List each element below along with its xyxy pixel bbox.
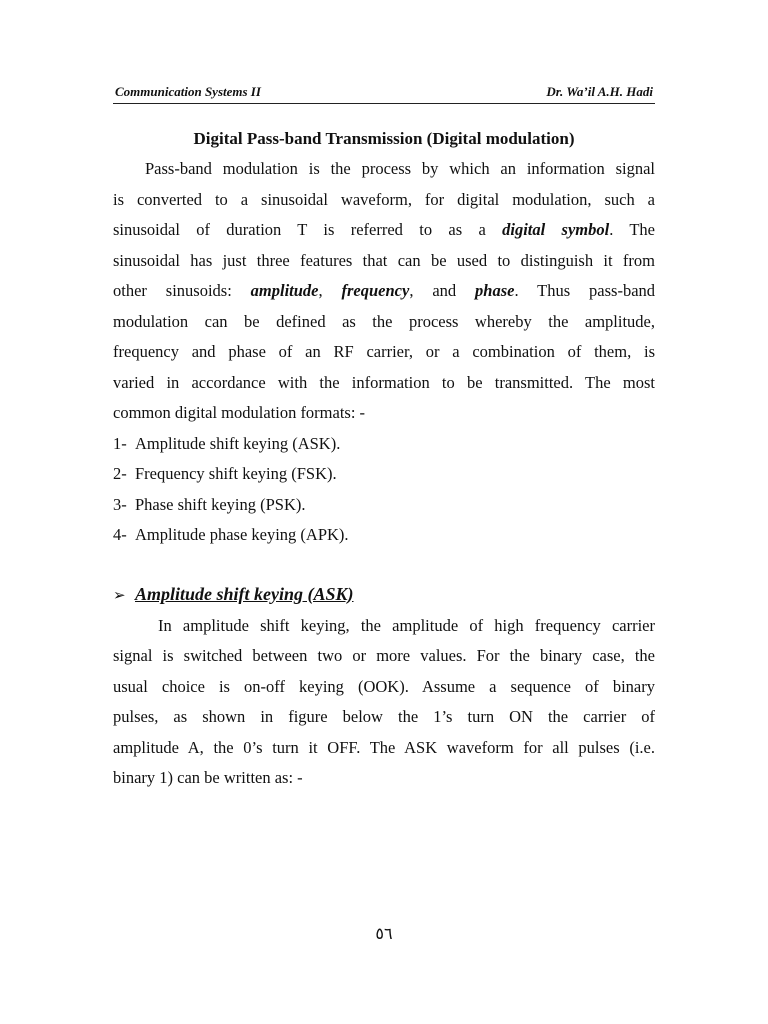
list-text: Phase shift keying (PSK). — [135, 494, 306, 514]
paragraph-line: amplitude A, the 0’s turn it OFF. The ASK waveform for all pulses (i.e. — [113, 737, 655, 757]
page-body — [113, 124, 655, 794]
list-number: 3- — [113, 494, 127, 514]
list-number: 4- — [113, 525, 127, 544]
text-run: sinusoidal of duration T is referred to as a — [113, 220, 503, 239]
paragraph-line: binary 1) can be written as: - — [113, 768, 303, 787]
running-header — [113, 84, 655, 102]
paragraph-line: In amplitude shift keying, the amplitude of high frequency carrier — [158, 615, 655, 635]
text-run: , and — [409, 281, 476, 300]
section-heading-text: Amplitude shift keying (ASK) — [135, 583, 354, 604]
section-heading — [113, 577, 655, 611]
text-run: . Thus pass-band — [514, 281, 656, 300]
intro-paragraph — [113, 154, 655, 429]
ask-paragraph — [113, 611, 655, 794]
emphasis-frequency: frequency — [341, 281, 410, 300]
paragraph-line: Pass-band modulation is the process by which an information signal — [145, 159, 655, 178]
arrow-bullet-icon: ➢ — [113, 585, 126, 604]
list-item — [113, 520, 655, 551]
text-run: . The — [609, 220, 656, 239]
paragraph-line: common digital modulation formats: - — [113, 403, 366, 422]
list-number: 1- — [113, 433, 127, 453]
paragraph-line: is converted to a sinusoidal waveform, for digital modulation, such a — [113, 189, 655, 209]
list-text: Amplitude shift keying (ASK). — [135, 433, 341, 453]
list-text: Amplitude phase keying (APK). — [135, 525, 349, 544]
paragraph-line: signal is switched between two or more values. For the binary case, the — [113, 646, 655, 665]
emphasis-digital-symbol: digital symbol — [502, 220, 610, 239]
text-run: other sinusoids: — [113, 281, 251, 300]
paragraph-line: usual choice is on-off keying (OOK). Assume a sequence of binary — [113, 676, 655, 696]
paragraph-line: modulation can be defined as the process whereby the amplitude, — [113, 311, 655, 331]
list-item — [113, 459, 655, 490]
modulation-formats-list — [113, 429, 655, 551]
emphasis-amplitude: amplitude — [250, 281, 319, 300]
list-number: 2- — [113, 464, 127, 483]
page-title: Digital Pass-band Transmission (Digital modulation) — [193, 129, 575, 148]
header-divider — [113, 103, 655, 104]
emphasis-phase: phase — [475, 281, 515, 300]
text-run: , — [318, 281, 342, 300]
page-number: ٥٦ — [375, 924, 393, 943]
paragraph-line: pulses, as shown in figure below the 1’s turn ON the carrier of — [113, 707, 655, 726]
paragraph-line: frequency and phase of an RF carrier, or a combination of them, is — [113, 342, 655, 361]
paragraph-line — [113, 276, 655, 307]
header-author: Dr. Wa’il A.H. Hadi — [546, 84, 653, 99]
list-item — [113, 429, 655, 460]
paragraph-line — [113, 215, 655, 246]
spacer — [113, 551, 655, 577]
list-text: Frequency shift keying (FSK). — [135, 464, 337, 483]
header-course-title: Communication Systems II — [115, 84, 261, 99]
list-item — [113, 490, 655, 521]
paragraph-line: varied in accordance with the information to be transmitted. The most — [113, 372, 655, 392]
paragraph-line: sinusoidal has just three features that can be used to distinguish it from — [113, 250, 655, 270]
